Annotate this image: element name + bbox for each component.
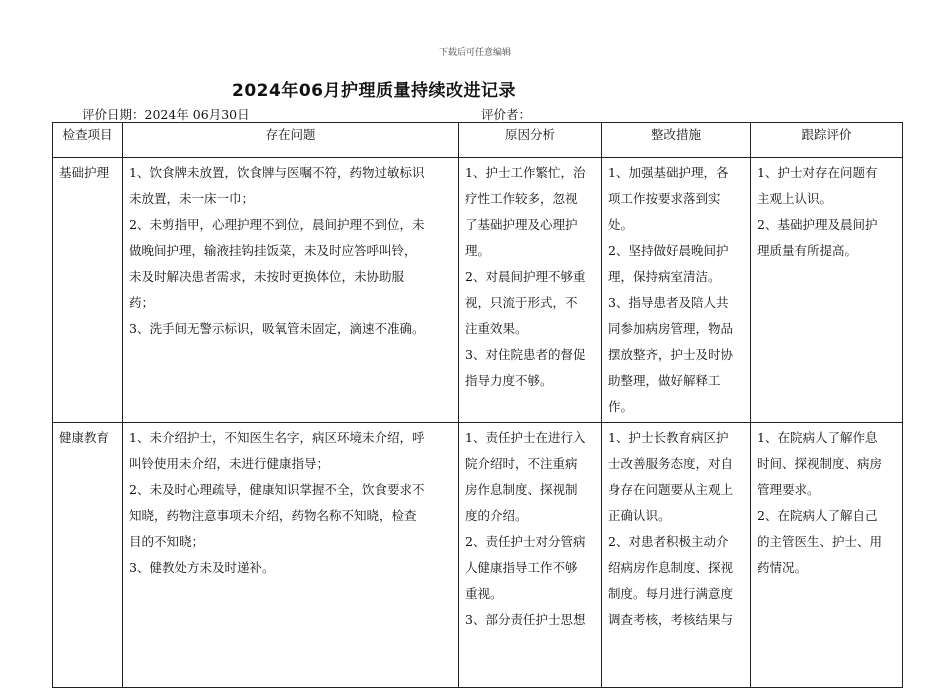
cell-text-line: 1、加强基础护理，各 bbox=[608, 165, 729, 180]
improvement-record-table bbox=[52, 122, 903, 688]
category-cell: 健康教育 bbox=[53, 423, 123, 688]
cell-text-line: 目的不知晓； bbox=[129, 534, 205, 549]
header-cause-analysis: 原因分析 bbox=[459, 123, 602, 158]
cell-text-line: 2、责任护士对分管病 bbox=[465, 534, 586, 549]
cell-text-line: 的主管医生、护士、用 bbox=[757, 534, 883, 549]
cell-text-line: 理，保持病室清洁。 bbox=[608, 269, 721, 284]
cell-text-line: 2、在院病人了解自己 bbox=[757, 508, 878, 523]
cell-text-line: 人健康指导工作不够 bbox=[465, 560, 578, 575]
cell-text-line: 助整理，做好解释工 bbox=[608, 373, 721, 388]
cell-text-line: 同参加病房管理，物品 bbox=[608, 321, 734, 336]
cell-text-line: 2、未及时心理疏导，健康知识掌握不全，饮食要求不 bbox=[129, 482, 425, 497]
cell-text-line: 1、饮食牌未放置，饮食牌与医嘱不符，药物过敏标识 bbox=[129, 165, 425, 180]
tracking-cell bbox=[751, 423, 903, 688]
cell-text-line: 理。 bbox=[465, 243, 491, 258]
cell-text-line: 士改善服务态度，对自 bbox=[608, 456, 734, 471]
reviewer-label: 评价者： bbox=[481, 107, 532, 122]
cell-text-line: 指导力度不够。 bbox=[465, 373, 553, 388]
cell-text-line: 主观上认识。 bbox=[757, 191, 833, 206]
cell-text-line: 注重效果。 bbox=[465, 321, 528, 336]
cell-text-line: 1、护士对存在问题有 bbox=[757, 165, 878, 180]
cell-text-line: 2、对患者积极主动介 bbox=[608, 534, 729, 549]
table-header-row bbox=[53, 123, 903, 158]
cell-text-line: 未及时解决患者需求，未按时更换体位，未协助服 bbox=[129, 269, 405, 284]
cell-text-line: 处。 bbox=[608, 217, 634, 232]
problems-cell bbox=[123, 423, 459, 688]
cell-text-line: 度的介绍。 bbox=[465, 508, 528, 523]
causes-cell bbox=[459, 158, 602, 423]
causes-cell bbox=[459, 423, 602, 688]
cell-text-line: 1、护士长教育病区护 bbox=[608, 430, 729, 445]
cell-text-line: 1、未介绍护士，不知医生名字，病区环境未介绍，呼 bbox=[129, 430, 425, 445]
problems-cell bbox=[123, 158, 459, 423]
cell-text-line: 2、未剪指甲，心理护理不到位，晨间护理不到位，未 bbox=[129, 217, 425, 232]
measures-cell bbox=[602, 423, 751, 688]
cell-text-line: 摆放整齐，护士及时协 bbox=[608, 347, 734, 362]
header-check-item: 检查项目 bbox=[53, 123, 123, 158]
measures-cell bbox=[602, 158, 751, 423]
tracking-cell bbox=[751, 158, 903, 423]
cell-text-line: 疗性工作较多，忽视 bbox=[465, 191, 578, 206]
cell-text-line: 绍病房作息制度、探视 bbox=[608, 560, 734, 575]
cell-text-line: 药； bbox=[129, 295, 155, 310]
cell-text-line: 身存在问题要从主观上 bbox=[608, 482, 734, 497]
cell-text-line: 院介绍时，不注重病 bbox=[465, 456, 578, 471]
cell-text-line: 项工作按要求落到实 bbox=[608, 191, 721, 206]
table-row bbox=[53, 158, 903, 423]
cell-text-line: 正确认识。 bbox=[608, 508, 671, 523]
cell-text-line: 作。 bbox=[608, 399, 634, 414]
cell-text-line: 叫铃使用未介绍，未进行健康指导； bbox=[129, 456, 330, 471]
cell-text-line: 1、护士工作繁忙，治 bbox=[465, 165, 586, 180]
cell-text-line: 理质量有所提高。 bbox=[757, 243, 858, 258]
header-corrective-measures: 整改措施 bbox=[602, 123, 751, 158]
cell-text-line: 房作息制度、探视制 bbox=[465, 482, 578, 497]
cell-text-line: 了基础护理及心理护 bbox=[465, 217, 578, 232]
cell-text-line: 3、对住院患者的督促 bbox=[465, 347, 586, 362]
cell-text-line: 2、坚持做好晨晚间护 bbox=[608, 243, 729, 258]
cell-text-line: 制度。每月进行满意度 bbox=[608, 586, 734, 601]
cell-text-line: 未放置，未一床一巾； bbox=[129, 191, 255, 206]
header-tracking-evaluation: 跟踪评价 bbox=[751, 123, 903, 158]
cell-text-line: 2、对晨间护理不够重 bbox=[465, 269, 586, 284]
cell-text-line: 知晓，药物注意事项未介绍，药物名称不知晓，检查 bbox=[129, 508, 417, 523]
page-title: 2024年06月护理质量持续改进记录 bbox=[232, 81, 516, 101]
cell-text-line: 3、指导患者及陪人共 bbox=[608, 295, 729, 310]
table-row bbox=[53, 423, 903, 688]
header-problems: 存在问题 bbox=[123, 123, 459, 158]
category-cell: 基础护理 bbox=[53, 158, 123, 423]
cell-text-line: 调查考核，考核结果与 bbox=[608, 612, 734, 627]
cell-text-line: 视，只流于形式，不 bbox=[465, 295, 578, 310]
cell-text-line: 1、在院病人了解作息 bbox=[757, 430, 878, 445]
cell-text-line: 3、洗手间无警示标识，吸氧管未固定，滴速不准确。 bbox=[129, 321, 425, 336]
cell-text-line: 管理要求。 bbox=[757, 482, 820, 497]
cell-text-line: 时间、探视制度、病房 bbox=[757, 456, 883, 471]
cell-text-line: 1、责任护士在进行入 bbox=[465, 430, 586, 445]
evaluation-date: 评价日期：2024年 06月30日 bbox=[82, 107, 250, 122]
cell-text-line: 3、健教处方未及时递补。 bbox=[129, 560, 275, 575]
cell-text-line: 做晚间护理，输液挂钩挂饭菜，未及时应答呼叫铃， bbox=[129, 243, 417, 258]
cell-text-line: 重视。 bbox=[465, 586, 503, 601]
cell-text-line: 2、基础护理及晨间护 bbox=[757, 217, 878, 232]
cell-text-line: 药情况。 bbox=[757, 560, 808, 575]
cell-text-line: 3、部分责任护士思想 bbox=[465, 612, 586, 627]
watermark-text: 下载后可任意编辑 bbox=[438, 48, 511, 58]
